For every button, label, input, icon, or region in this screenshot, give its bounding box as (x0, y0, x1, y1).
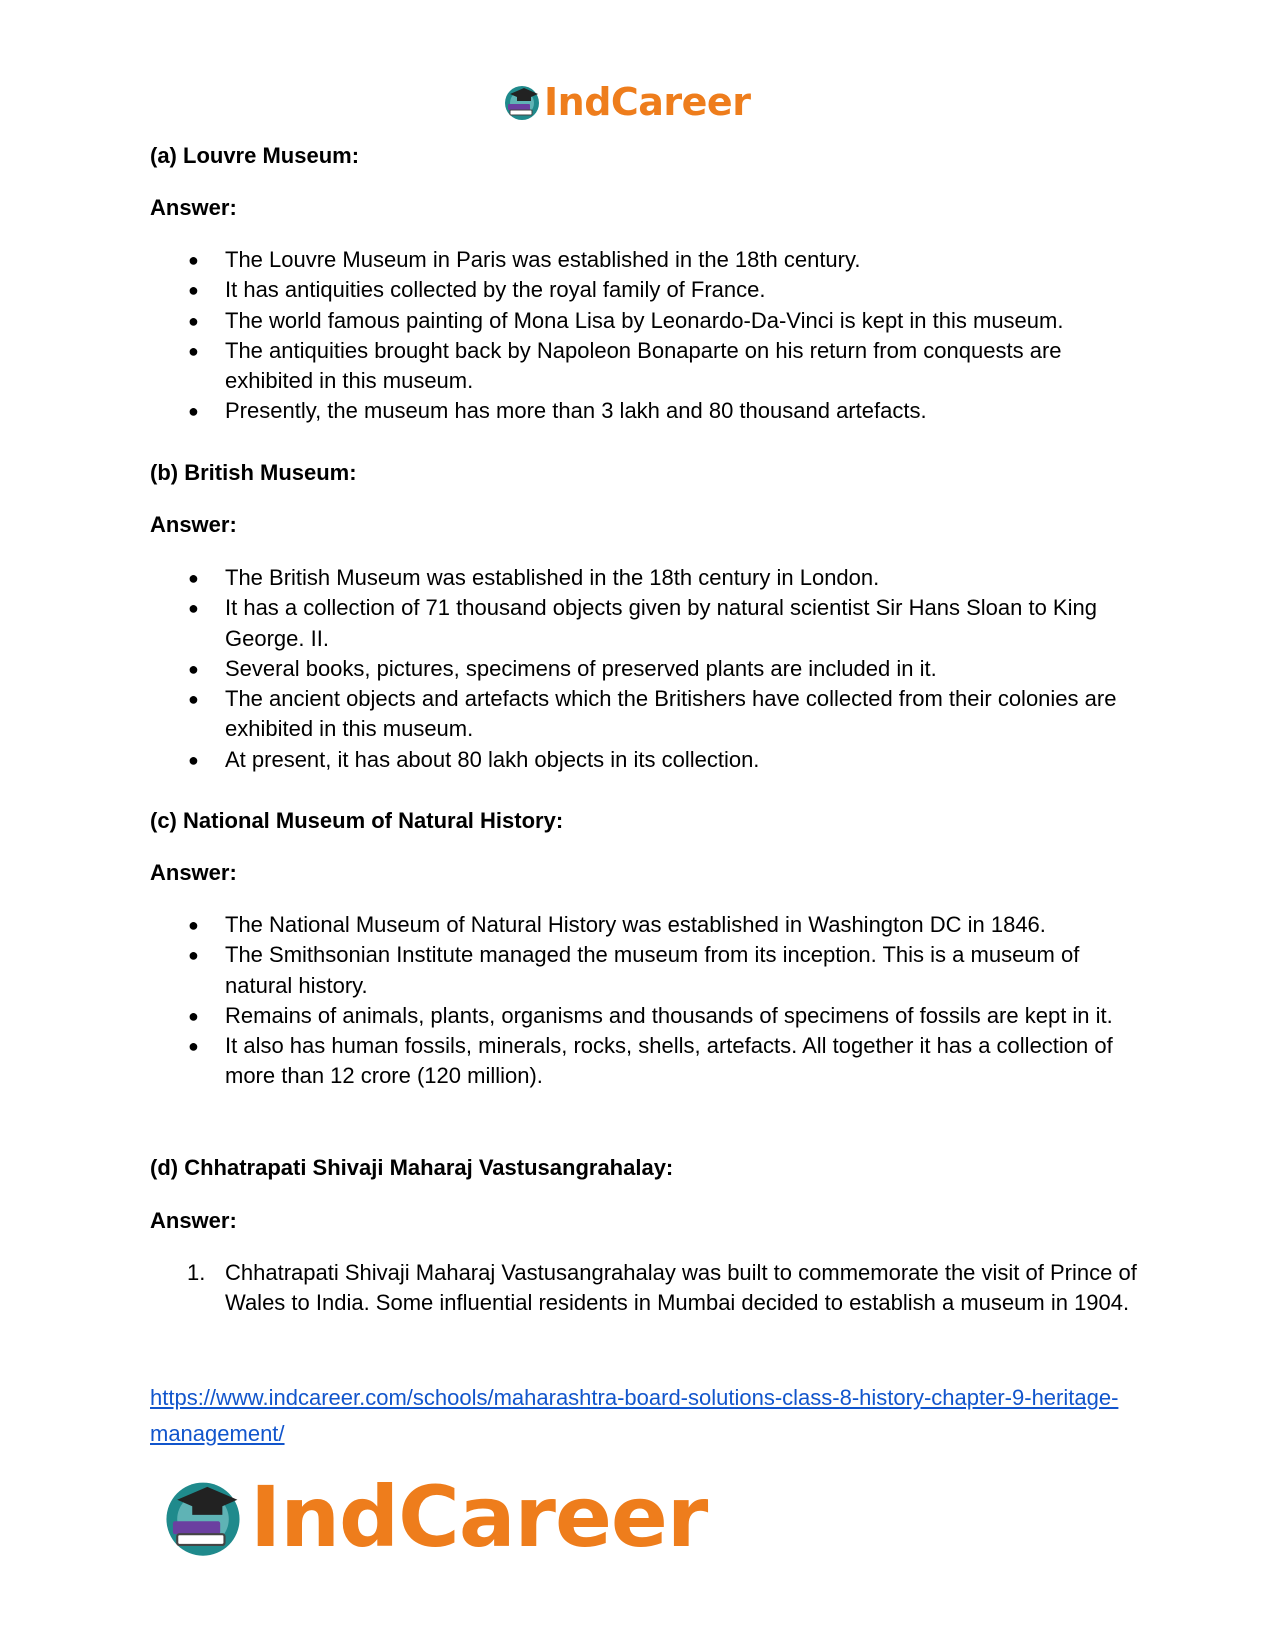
bullet-icon: ● (188, 945, 199, 966)
logo-wordmark: IndCareer (544, 80, 751, 124)
shivaji-numbered-list (150, 1258, 1140, 1319)
louvre-bullet-list (150, 245, 1140, 427)
british-bullet-list (150, 563, 1140, 775)
bullet-icon: ● (188, 1036, 199, 1057)
bullet-icon: ● (188, 340, 199, 361)
bullet-icon: ● (188, 401, 199, 422)
list-item: ● Remains of animals, plants, organisms and thousands of specimens of fossils are kept in it. (150, 1001, 1140, 1031)
indcareer-logo-bottom (160, 1468, 707, 1566)
list-item: ● The ancient objects and artefacts which the Britishers have collected from their colonies are exhibited in this museum. (188, 686, 1117, 742)
list-item: ● The Smithsonian Institute managed the museum from its inception. This is a museum of natural history. (188, 942, 1080, 998)
section-heading-shivaji: (d) Chhatrapati Shivaji Maharaj Vastusangrahalay: (150, 1155, 674, 1180)
logo-wordmark: IndCareer (250, 1468, 708, 1566)
graduation-globe-icon (160, 1474, 246, 1560)
bullet-icon: ● (188, 749, 199, 770)
list-item: ● The British Museum was established in the 18th century in London. (150, 563, 1140, 593)
natural-history-bullet-list (150, 910, 1140, 1092)
list-item: ● The National Museum of Natural History was established in Washington DC in 1846. (150, 910, 1140, 940)
section-heading-louvre: (a) Louvre Museum: (150, 143, 360, 168)
list-item: ● Presently, the museum has more than 3 lakh and 80 thousand artefacts. (150, 396, 1140, 426)
bullet-icon: ● (188, 915, 199, 935)
bullet-icon: ● (188, 689, 199, 710)
list-item: ● The Louvre Museum in Paris was established in the 18th century. (150, 245, 1140, 275)
bullet-icon: ● (188, 310, 199, 331)
bullet-icon: ● (188, 250, 199, 270)
list-item: ● The antiquities brought back by Napoleon Bonaparte on his return from conquests are exhibited in this museum. (188, 337, 1062, 394)
list-item: ● The world famous painting of Mona Lisa by Leonardo-Da-Vinci is kept in this museum. (150, 306, 1140, 336)
answer-label: Answer: (150, 512, 237, 537)
list-item: ● It has antiquities collected by the royal family of France. (150, 275, 1140, 305)
list-item: ● At present, it has about 80 lakh objects in its collection. (150, 745, 1140, 775)
bullet-icon: ● (188, 280, 199, 301)
bullet-icon: ● (188, 1005, 199, 1026)
answer-label: Answer: (150, 1208, 237, 1233)
list-item: 1. Chhatrapati Shivaji Maharaj Vastusangrahalay was built to commemorate the visit of Prince of Wales to India. Some influential residents in Mumbai decided to establish a museum in 1904. (187, 1260, 1137, 1316)
bullet-icon: ● (188, 568, 199, 588)
bullet-icon: ● (188, 658, 199, 679)
list-item: ● Several books, pictures, specimens of preserved plants are included in it. (150, 654, 1140, 684)
list-item: ● It has a collection of 71 thousand objects given by natural scientist Sir Hans Sloan to King George. II. (188, 595, 1097, 651)
bullet-icon: ● (188, 598, 199, 619)
answer-label: Answer: (150, 195, 237, 220)
graduation-globe-icon (502, 82, 542, 122)
indcareer-logo-top (502, 80, 750, 124)
section-heading-british: (b) British Museum: (150, 460, 357, 485)
source-link[interactable]: https://www.indcareer.com/schools/maharashtra-board-solutions-class-8-history-chapter-9-heritage-management/ (150, 1385, 1119, 1446)
list-item: ● It also has human fossils, minerals, rocks, shells, artefacts. All together it has a collection of more than 12 crore (120 million). (188, 1033, 1113, 1089)
list-number: 1. (187, 1260, 206, 1285)
answer-label: Answer: (150, 860, 237, 885)
section-heading-natural-history: (c) National Museum of Natural History: (150, 808, 564, 833)
